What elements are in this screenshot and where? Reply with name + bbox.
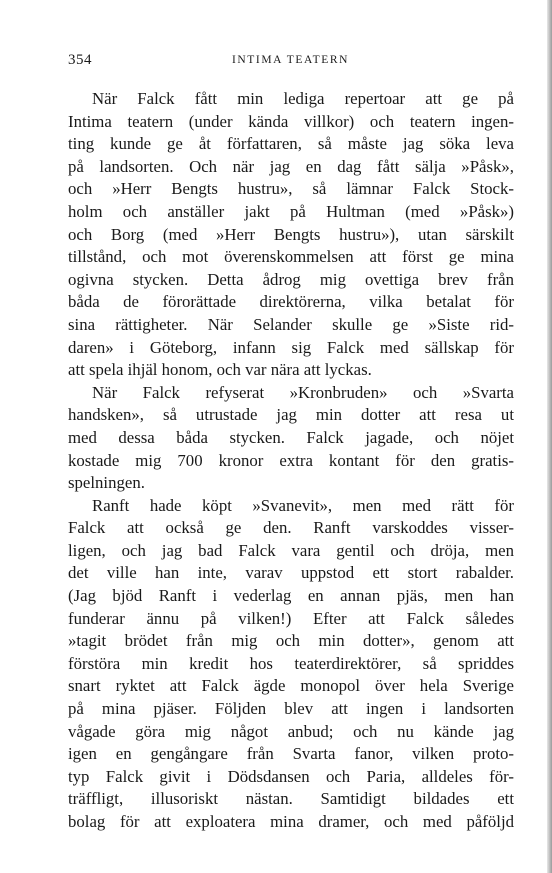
text-line: spelningen. [68, 473, 145, 493]
running-title: INTIMA TEATERN [231, 54, 350, 66]
text-line: träffligt, illusoriskt nästan. Samtidigt bildades ett [68, 789, 514, 809]
text-line: ligen, och jag bad Falck vara gentil och dröja, men [68, 540, 514, 560]
text-line: Intima teatern (under kända villkor) och teatern ingen- [68, 111, 514, 131]
text-line: bolag för att exploatera mina dramer, och med påföljd [68, 812, 514, 831]
page-header [68, 52, 513, 72]
text-line: vågade göra mig något anbud; och nu kände jag [68, 721, 514, 741]
text-line: och »Herr Bengts hustru», så lämnar Falck Stock- [68, 179, 514, 199]
text-line: daren» i Göteborg, infann sig Falck med sällskap för [68, 337, 514, 357]
text-line: snart ryktet att Falck ägde monopol över hela Sverige [68, 676, 514, 696]
text-line: med dessa båda stycken. Falck jagade, och nöjet [68, 427, 514, 447]
page-edge-shadow [547, 0, 552, 873]
text-line: funderar ännu på vilken!) Efter att Falck således [68, 608, 514, 628]
text-line: och Borg (med »Herr Bengts hustru»), utan särskilt [68, 224, 514, 244]
text-line: Ranft hade köpt »Svanevit», men med rätt för [92, 495, 514, 515]
text-line: typ Falck givit i Dödsdansen och Paria, alldeles för- [68, 766, 514, 786]
text-line: tillstånd, och mot överenskommelsen att först ge mina [68, 247, 514, 267]
text-line: holm och anställer jakt på Hultman (med »Påsk») [68, 201, 514, 221]
text-line: att spela ihjäl honom, och var nära att lyckas. [68, 360, 372, 380]
text-line: ogivna stycken. Detta ådrog mig ovettiga brev från [68, 269, 514, 289]
text-line: Falck att också ge den. Ranft varskoddes visser- [68, 518, 514, 538]
text-line: När Falck fått min lediga repertoar att ge på [92, 89, 514, 108]
text-line: När Falck refyserat »Kronbruden» och »Svarta [92, 382, 514, 402]
text-line: (Jag bjöd Ranft i vederlag en annan pjäs, men han [68, 586, 514, 606]
text-line: på landsorten. Och när jag en dag fått sälja »Påsk», [68, 156, 514, 176]
text-line: »tagit brödet från mig och min dotter», genom att [68, 631, 514, 651]
text-line: förstöra min kredit hos teaterdirektörer, så spriddes [68, 653, 514, 673]
page-number: 354 [68, 52, 92, 68]
text-line: handsken», så utrustade jag min dotter att resa ut [68, 405, 514, 425]
text-line: båda de förorättade direktörerna, vilka betalat för [68, 292, 514, 312]
text-line: kostade mig 700 kronor extra kontant för den gratis- [68, 450, 514, 470]
body-text [68, 88, 514, 834]
text-line: igen en gengångare från Svarta fanor, vilken proto- [68, 744, 514, 764]
text-line: ting kunde ge åt författaren, så måste jag söka leva [68, 134, 514, 154]
text-line: det ville han inte, varav uppstod ett stort rabalder. [68, 563, 514, 583]
text-line: sina rättigheter. När Selander skulle ge »Siste rid- [68, 314, 514, 334]
text-line: på mina pjäser. Följden blev att ingen i landsorten [68, 699, 514, 719]
